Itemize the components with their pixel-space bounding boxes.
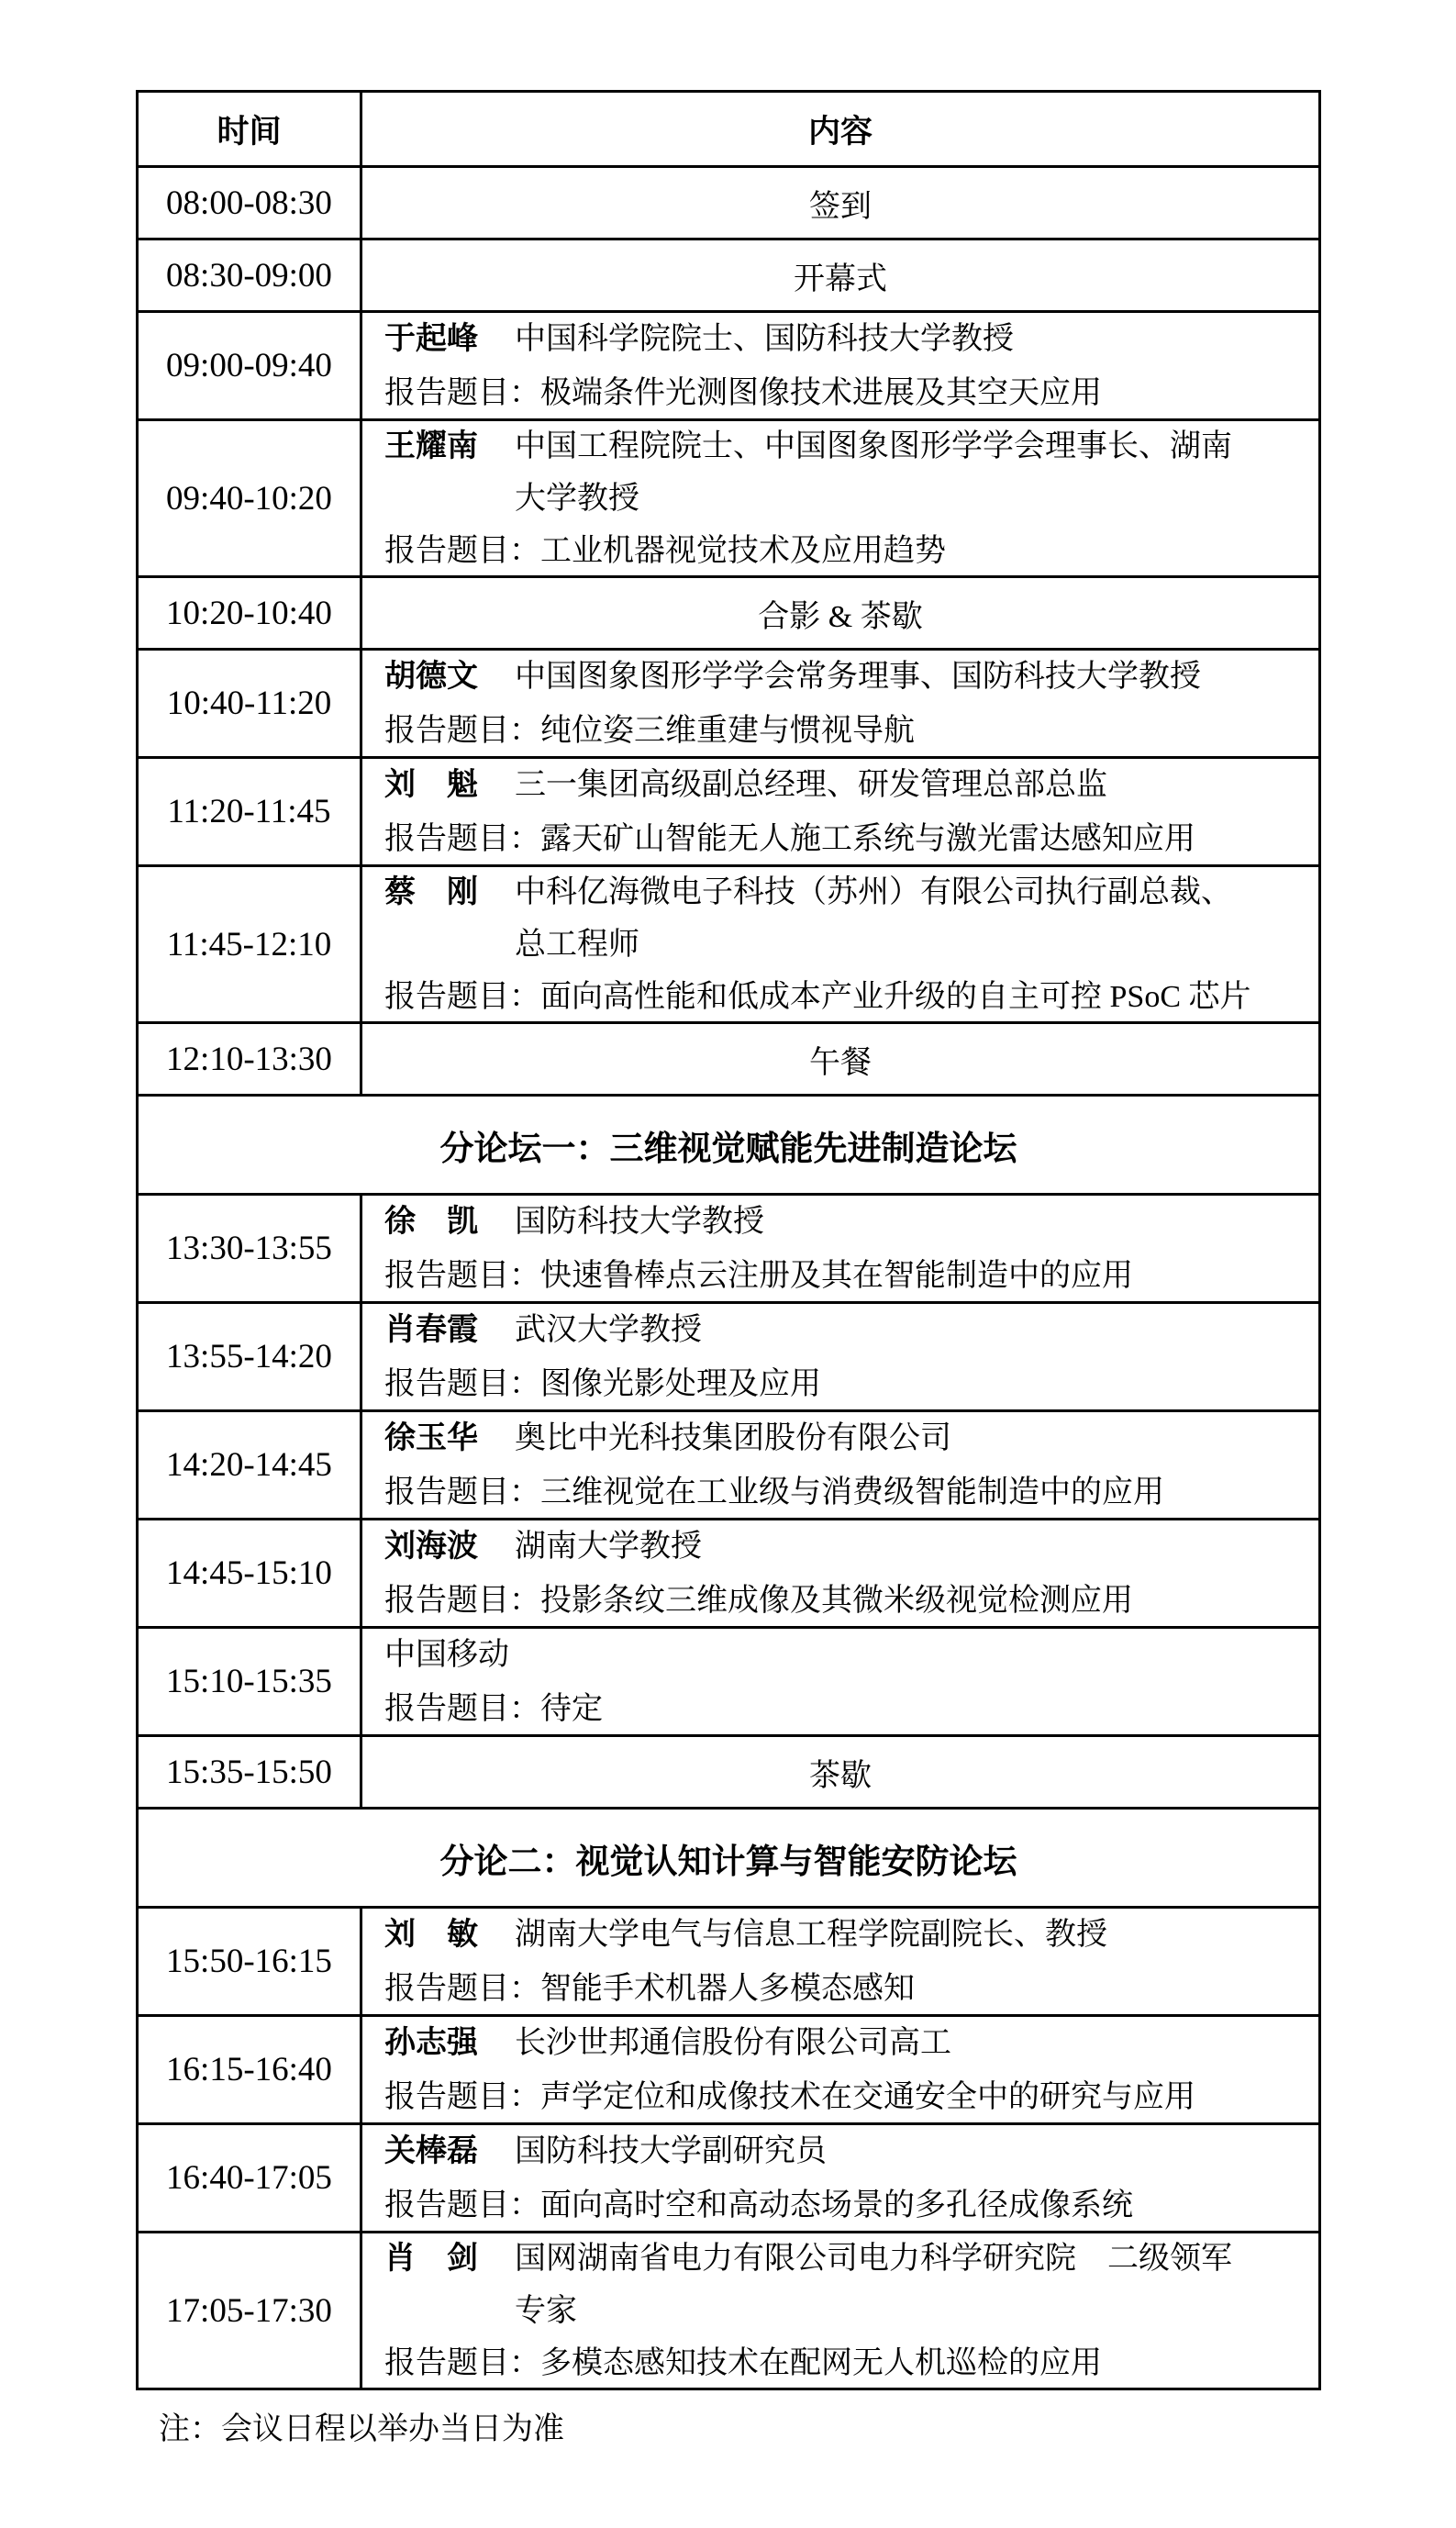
table-row xyxy=(139,1734,1318,1807)
talk-title: 报告题目：快速鲁棒点云注册及其在智能制造中的应用 xyxy=(384,1258,1133,1293)
event-label: 午餐 xyxy=(809,1045,872,1080)
event-label: 合影 & 茶歇 xyxy=(758,599,923,634)
speaker-line xyxy=(384,758,1311,812)
section-title: 分论二：视觉认知计算与智能安防论坛 xyxy=(439,1843,1017,1881)
talk-cell xyxy=(362,313,1318,418)
speaker-affiliation: 中国工程院院士、中国图象图形学学会理事长、湖南 xyxy=(515,429,1232,463)
table-row xyxy=(139,1021,1318,1094)
speaker-affiliation-cont: 总工程师 xyxy=(515,927,639,962)
speaker-line xyxy=(384,1195,1311,1249)
talk-title: 报告题目：面向高性能和低成本产业升级的自主可控 PSoC 芯片 xyxy=(384,979,1251,1014)
time-cell: 12:10-13:30 xyxy=(139,1024,362,1094)
speaker-name: 徐玉华 xyxy=(384,1420,478,1455)
time-cell: 09:40-10:20 xyxy=(139,421,362,575)
speaker-affiliation: 国防科技大学教授 xyxy=(515,1204,764,1239)
section-row xyxy=(139,1807,1318,1906)
speaker-affiliation: 国网湖南省电力有限公司电力科学研究院 二级领军 xyxy=(515,2241,1232,2276)
talk-title: 报告题目：工业机器视觉技术及应用趋势 xyxy=(384,533,946,568)
talk-title: 报告题目：三维视觉在工业级与消费级智能制造中的应用 xyxy=(384,1475,1164,1509)
time-cell: 10:20-10:40 xyxy=(139,578,362,648)
speaker-name: 蔡 刚 xyxy=(384,874,478,909)
speaker-line xyxy=(384,312,1311,366)
speaker-name: 孙志强 xyxy=(384,2025,478,2060)
talk-title: 报告题目：纯位姿三维重建与惯视导航 xyxy=(384,713,915,748)
section-title: 分论坛一：三维视觉赋能先进制造论坛 xyxy=(439,1130,1017,1168)
time-cell: 08:00-08:30 xyxy=(139,168,362,238)
talk-title: 报告题目：声学定位和成像技术在交通安全中的研究与应用 xyxy=(384,2079,1195,2114)
speaker-name: 肖春霞 xyxy=(384,1312,478,1347)
speaker-name: 王耀南 xyxy=(384,429,478,463)
speaker-line xyxy=(384,1628,1311,1682)
talk-cell xyxy=(362,421,1318,575)
table-row xyxy=(139,2014,1318,2122)
speaker-affiliation-cont: 大学教授 xyxy=(515,481,639,516)
table-row xyxy=(139,1301,1318,1409)
talk-cell xyxy=(362,2125,1318,2231)
speaker-affiliation: 湖南大学电气与信息工程学院副院长、教授 xyxy=(515,1917,1107,1952)
table-row xyxy=(139,418,1318,575)
time-cell: 10:40-11:20 xyxy=(139,651,362,756)
talk-title: 报告题目：极端条件光测图像技术进展及其空天应用 xyxy=(384,375,1102,410)
talk-cell xyxy=(362,651,1318,756)
time-cell: 08:30-09:00 xyxy=(139,240,362,310)
speaker-affiliation-cont: 专家 xyxy=(515,2293,577,2328)
speaker-name: 徐 凯 xyxy=(384,1204,478,1239)
speaker-line xyxy=(384,1908,1311,1962)
table-row xyxy=(139,2231,1318,2388)
table-row xyxy=(139,1193,1318,1301)
table-row xyxy=(139,864,1318,1021)
table-row xyxy=(139,310,1318,418)
time-cell: 14:45-15:10 xyxy=(139,1520,362,1626)
event-label: 签到 xyxy=(809,189,872,224)
table-row xyxy=(139,1906,1318,2014)
time-cell: 11:20-11:45 xyxy=(139,759,362,864)
footer-note: 注：会议日程以举办当日为准 xyxy=(159,2412,564,2446)
speaker-affiliation: 长沙世邦通信股份有限公司高工 xyxy=(515,2025,951,2060)
talk-title: 报告题目：智能手术机器人多模态感知 xyxy=(384,1971,915,2006)
talk-cell xyxy=(362,1196,1318,1301)
speaker-line xyxy=(384,1411,1311,1465)
table-row xyxy=(139,1518,1318,1626)
talk-title: 报告题目：面向高时空和高动态场景的多孔径成像系统 xyxy=(384,2188,1133,2222)
schedule-table xyxy=(136,90,1321,2390)
table-row xyxy=(139,756,1318,864)
speaker-name: 于起峰 xyxy=(384,321,478,356)
table-row xyxy=(139,575,1318,648)
speaker-name: 刘海波 xyxy=(384,1529,478,1564)
time-cell: 16:40-17:05 xyxy=(139,2125,362,2231)
speaker-affiliation: 湖南大学教授 xyxy=(515,1529,702,1564)
talk-cell xyxy=(362,1909,1318,2014)
time-cell: 13:55-14:20 xyxy=(139,1304,362,1409)
speaker-name: 胡德文 xyxy=(384,659,478,694)
speaker-line xyxy=(384,2124,1311,2178)
speaker-line xyxy=(384,1520,1311,1574)
content-column-header: 内容 xyxy=(807,113,872,150)
speaker-line xyxy=(384,650,1311,704)
time-cell: 11:45-12:10 xyxy=(139,867,362,1021)
speaker-name: 肖 剑 xyxy=(384,2241,478,2276)
time-cell: 09:00-09:40 xyxy=(139,313,362,418)
talk-cell xyxy=(362,759,1318,864)
section-row xyxy=(139,1094,1318,1193)
time-column-header: 时间 xyxy=(139,93,362,165)
event-label: 茶歇 xyxy=(809,1758,872,1793)
talk-title: 报告题目：待定 xyxy=(384,1691,603,1726)
speaker-name: 刘 魁 xyxy=(384,767,478,802)
time-cell: 15:35-15:50 xyxy=(139,1737,362,1807)
table-row xyxy=(139,238,1318,310)
talk-cell xyxy=(362,1304,1318,1409)
time-cell: 15:10-15:35 xyxy=(139,1629,362,1734)
table-row xyxy=(139,2122,1318,2231)
speaker-line xyxy=(384,2233,1311,2285)
speaker-name: 关棒磊 xyxy=(384,2133,478,2168)
table-header-row xyxy=(139,93,1318,165)
speaker-name: 刘 敏 xyxy=(384,1917,478,1952)
table-row xyxy=(139,165,1318,238)
speaker-affiliation: 武汉大学教授 xyxy=(515,1312,702,1347)
time-cell: 15:50-16:15 xyxy=(139,1909,362,2014)
time-cell: 13:30-13:55 xyxy=(139,1196,362,1301)
speaker-affiliation: 中国科学院院士、国防科技大学教授 xyxy=(515,321,1014,356)
time-cell: 17:05-17:30 xyxy=(139,2233,362,2388)
talk-title: 报告题目：多模态感知技术在配网无人机巡检的应用 xyxy=(384,2345,1102,2380)
talk-cell xyxy=(362,2233,1318,2388)
speaker-affiliation: 中国图象图形学学会常务理事、国防科技大学教授 xyxy=(515,659,1201,694)
speaker-line xyxy=(384,866,1311,919)
event-label: 开幕式 xyxy=(794,262,887,296)
talk-title: 报告题目：图像光影处理及应用 xyxy=(384,1366,821,1401)
table-row xyxy=(139,648,1318,756)
speaker-line xyxy=(384,420,1311,473)
speaker-affiliation: 三一集团高级副总经理、研发管理总部总监 xyxy=(515,767,1107,802)
speaker-line xyxy=(384,2016,1311,2070)
talk-title: 报告题目：投影条纹三维成像及其微米级视觉检测应用 xyxy=(384,1583,1133,1618)
speaker-affiliation: 国防科技大学副研究员 xyxy=(515,2133,827,2168)
table-row xyxy=(139,1626,1318,1734)
talk-cell xyxy=(362,1412,1318,1518)
talk-title: 报告题目：露天矿山智能无人施工系统与激光雷达感知应用 xyxy=(384,821,1195,856)
speaker-affiliation: 中科亿海微电子科技（苏州）有限公司执行副总裁、 xyxy=(515,874,1232,909)
table-row xyxy=(139,1409,1318,1518)
talk-cell xyxy=(362,867,1318,1021)
speaker-affiliation: 中国移动 xyxy=(384,1637,509,1672)
time-cell: 16:15-16:40 xyxy=(139,2017,362,2122)
talk-cell xyxy=(362,1629,1318,1734)
talk-cell xyxy=(362,2017,1318,2122)
time-cell: 14:20-14:45 xyxy=(139,1412,362,1518)
speaker-affiliation: 奥比中光科技集团股份有限公司 xyxy=(515,1420,951,1455)
speaker-line xyxy=(384,1303,1311,1357)
talk-cell xyxy=(362,1520,1318,1626)
